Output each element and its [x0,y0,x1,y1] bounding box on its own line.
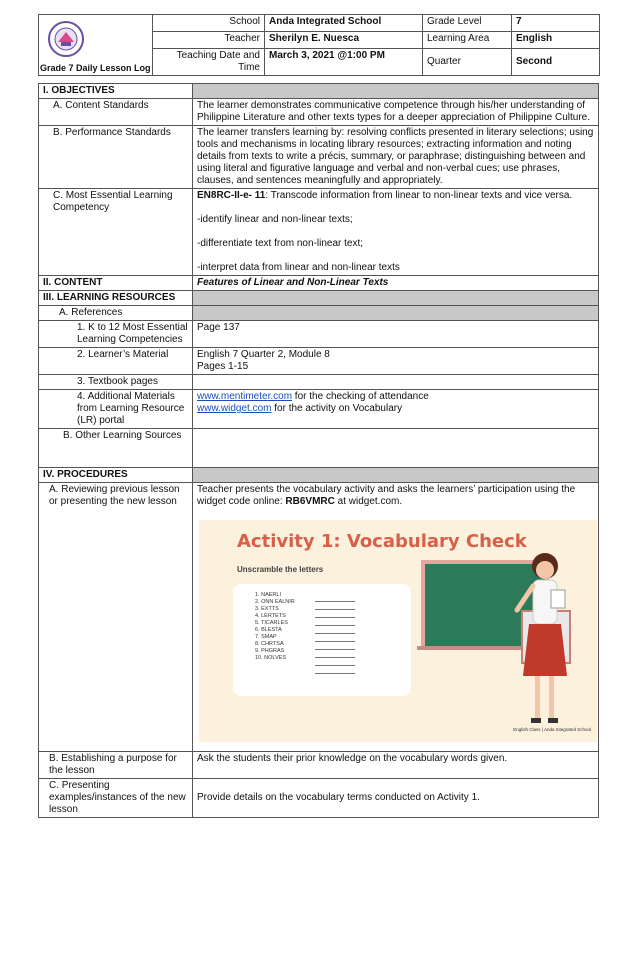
learners-material-value: English 7 Quarter 2, Module 8 [197,349,330,360]
scrambled-word: 1. NAERLI [255,592,281,598]
mentimeter-link[interactable]: www.mentimeter.com [197,391,293,402]
scrambled-word: 2. ONN EALNIR [255,599,295,605]
widget-link[interactable]: www.widget.com [197,403,272,414]
performance-standards-label: B. Performance Standards [39,126,193,189]
procedures-heading: IV. PROCEDURES [39,468,193,483]
performance-standards-text: The learner transfers learning by: resolving conflicts presented in literary selections; using tools and mechanisms in locating library resources; extracting information and noting details from texts to write a précis, summary, or paraphrase; distinguishing between and using literal and figurative language and verbal and non-verbal cues; use phrases, clauses, and sentences meaningfully and appropriately. [193,126,599,189]
quarter-value: Second [512,49,600,76]
melc-label: 1. K to 12 Most Essential Learning Competencies [39,321,193,348]
teacher-figure-icon [511,546,581,736]
widget-code: RB6VMRC [285,496,335,507]
date-value: March 3, 2021 @1:00 PM [265,49,423,76]
scrambled-word: 3. EXTTS [255,606,279,612]
competency-item: -differentiate text from non-linear text; [197,238,364,249]
melc-value: Page 137 [193,321,599,348]
answer-blank [315,658,355,666]
activity-image [199,520,597,742]
competency-code: EN8RC-II-e- 11 [197,190,266,201]
competency-cell [193,189,599,276]
mentimeter-note: for the checking of attendance [292,391,429,402]
grade-label: Grade Level [423,15,512,32]
presenting-text: Provide details on the vocabulary terms conducted on Activity 1. [193,779,599,818]
scrambled-word: 5. TICARLES [255,620,288,626]
answer-blank [315,650,355,658]
header-table [38,14,600,76]
additional-materials-label: 4. Additional Materials from Learning Resource (LR) portal [39,390,193,429]
answer-blank [315,634,355,642]
quarter-label: Quarter [423,49,512,76]
competency-label: C. Most Essential Learning Competency [39,189,193,276]
word-card [233,584,411,696]
school-value: Anda Integrated School [265,15,423,32]
resources-heading: III. LEARNING RESOURCES [39,291,193,306]
answer-blank [315,602,355,610]
content-heading: II. CONTENT [39,276,193,291]
daily-lesson-log [38,14,599,818]
activity-subtitle: Unscramble the letters [237,565,324,574]
activity-footer: English Class | Anda Integrated School [513,727,591,732]
textbook-pages-value [193,375,599,390]
learners-material-label: 2. Learner’s Material [39,348,193,375]
reviewing-cell [193,483,599,752]
other-sources-label: B. Other Learning Sources [39,429,193,468]
answer-blank [315,610,355,618]
purpose-text: Ask the students their prior knowledge on the vocabulary words given. [193,752,599,779]
deped-seal-icon [47,20,85,58]
date-label: Teaching Date and Time [153,49,265,76]
competency-item: -interpret data from linear and non-linear texts [197,262,400,273]
learners-material-cell [193,348,599,375]
lesson-table [38,83,599,818]
content-text: Features of Linear and Non-Linear Texts [193,276,599,291]
reviewing-label: A. Reviewing previous lesson or presenting the new lesson [39,483,193,752]
teacher-value: Sherilyn E. Nuesca [265,32,423,49]
objectives-heading: I. OBJECTIVES [39,84,193,99]
area-label: Learning Area [423,32,512,49]
area-value: English [512,32,600,49]
additional-materials-cell [193,390,599,429]
activity-title: Activity 1: Vocabulary Check [237,531,527,552]
reviewing-text: Teacher presents the vocabulary activity and asks the learners’ participation using the widget code online: [197,484,576,507]
presenting-label: C. Presenting examples/instances of the new lesson [39,779,193,818]
purpose-label: B. Establishing a purpose for the lesson [39,752,193,779]
other-sources-value [193,429,599,468]
scrambled-word-list [255,592,295,662]
answer-blank [315,642,355,650]
answer-blank [315,594,355,602]
scrambled-word: 6. BLESTA [255,627,282,633]
answer-blank [315,618,355,626]
answer-blank [315,666,355,674]
scrambled-word: 10. NOLVES [255,655,287,661]
scrambled-word: 9. PHGRAS [255,648,285,654]
answer-blank [315,626,355,634]
reviewing-text-end: at widget.com. [334,496,403,507]
school-label: School [153,15,265,32]
teacher-label: Teacher [153,32,265,49]
scrambled-word: 7. SMAP [255,634,277,640]
scrambled-word: 4. LERTETS [255,613,286,619]
logo-caption: Grade 7 Daily Lesson Log [40,63,151,73]
learners-material-pages: Pages 1-15 [197,361,249,372]
gray-band [193,306,599,321]
gray-band [193,468,599,483]
grade-value: 7 [512,15,600,32]
gray-band [193,291,599,306]
references-label: A. References [39,306,193,321]
content-standards-label: A. Content Standards [39,99,193,126]
gray-band [193,84,599,99]
widget-note: for the activity on Vocabulary [271,403,403,414]
answer-blanks [315,594,355,674]
content-standards-text: The learner demonstrates communicative competence through his/her understanding of Philippine Literature and other texts types for a deeper appreciation of Philippine Culture. [193,99,599,126]
textbook-pages-label: 3. Textbook pages [39,375,193,390]
competency-item: -identify linear and non-linear texts; [197,214,353,225]
logo-cell [39,15,153,76]
scrambled-word: 8. CHRTSA [255,641,284,647]
competency-text: : Transcode information from linear to non-linear texts and vice versa. [265,190,573,201]
